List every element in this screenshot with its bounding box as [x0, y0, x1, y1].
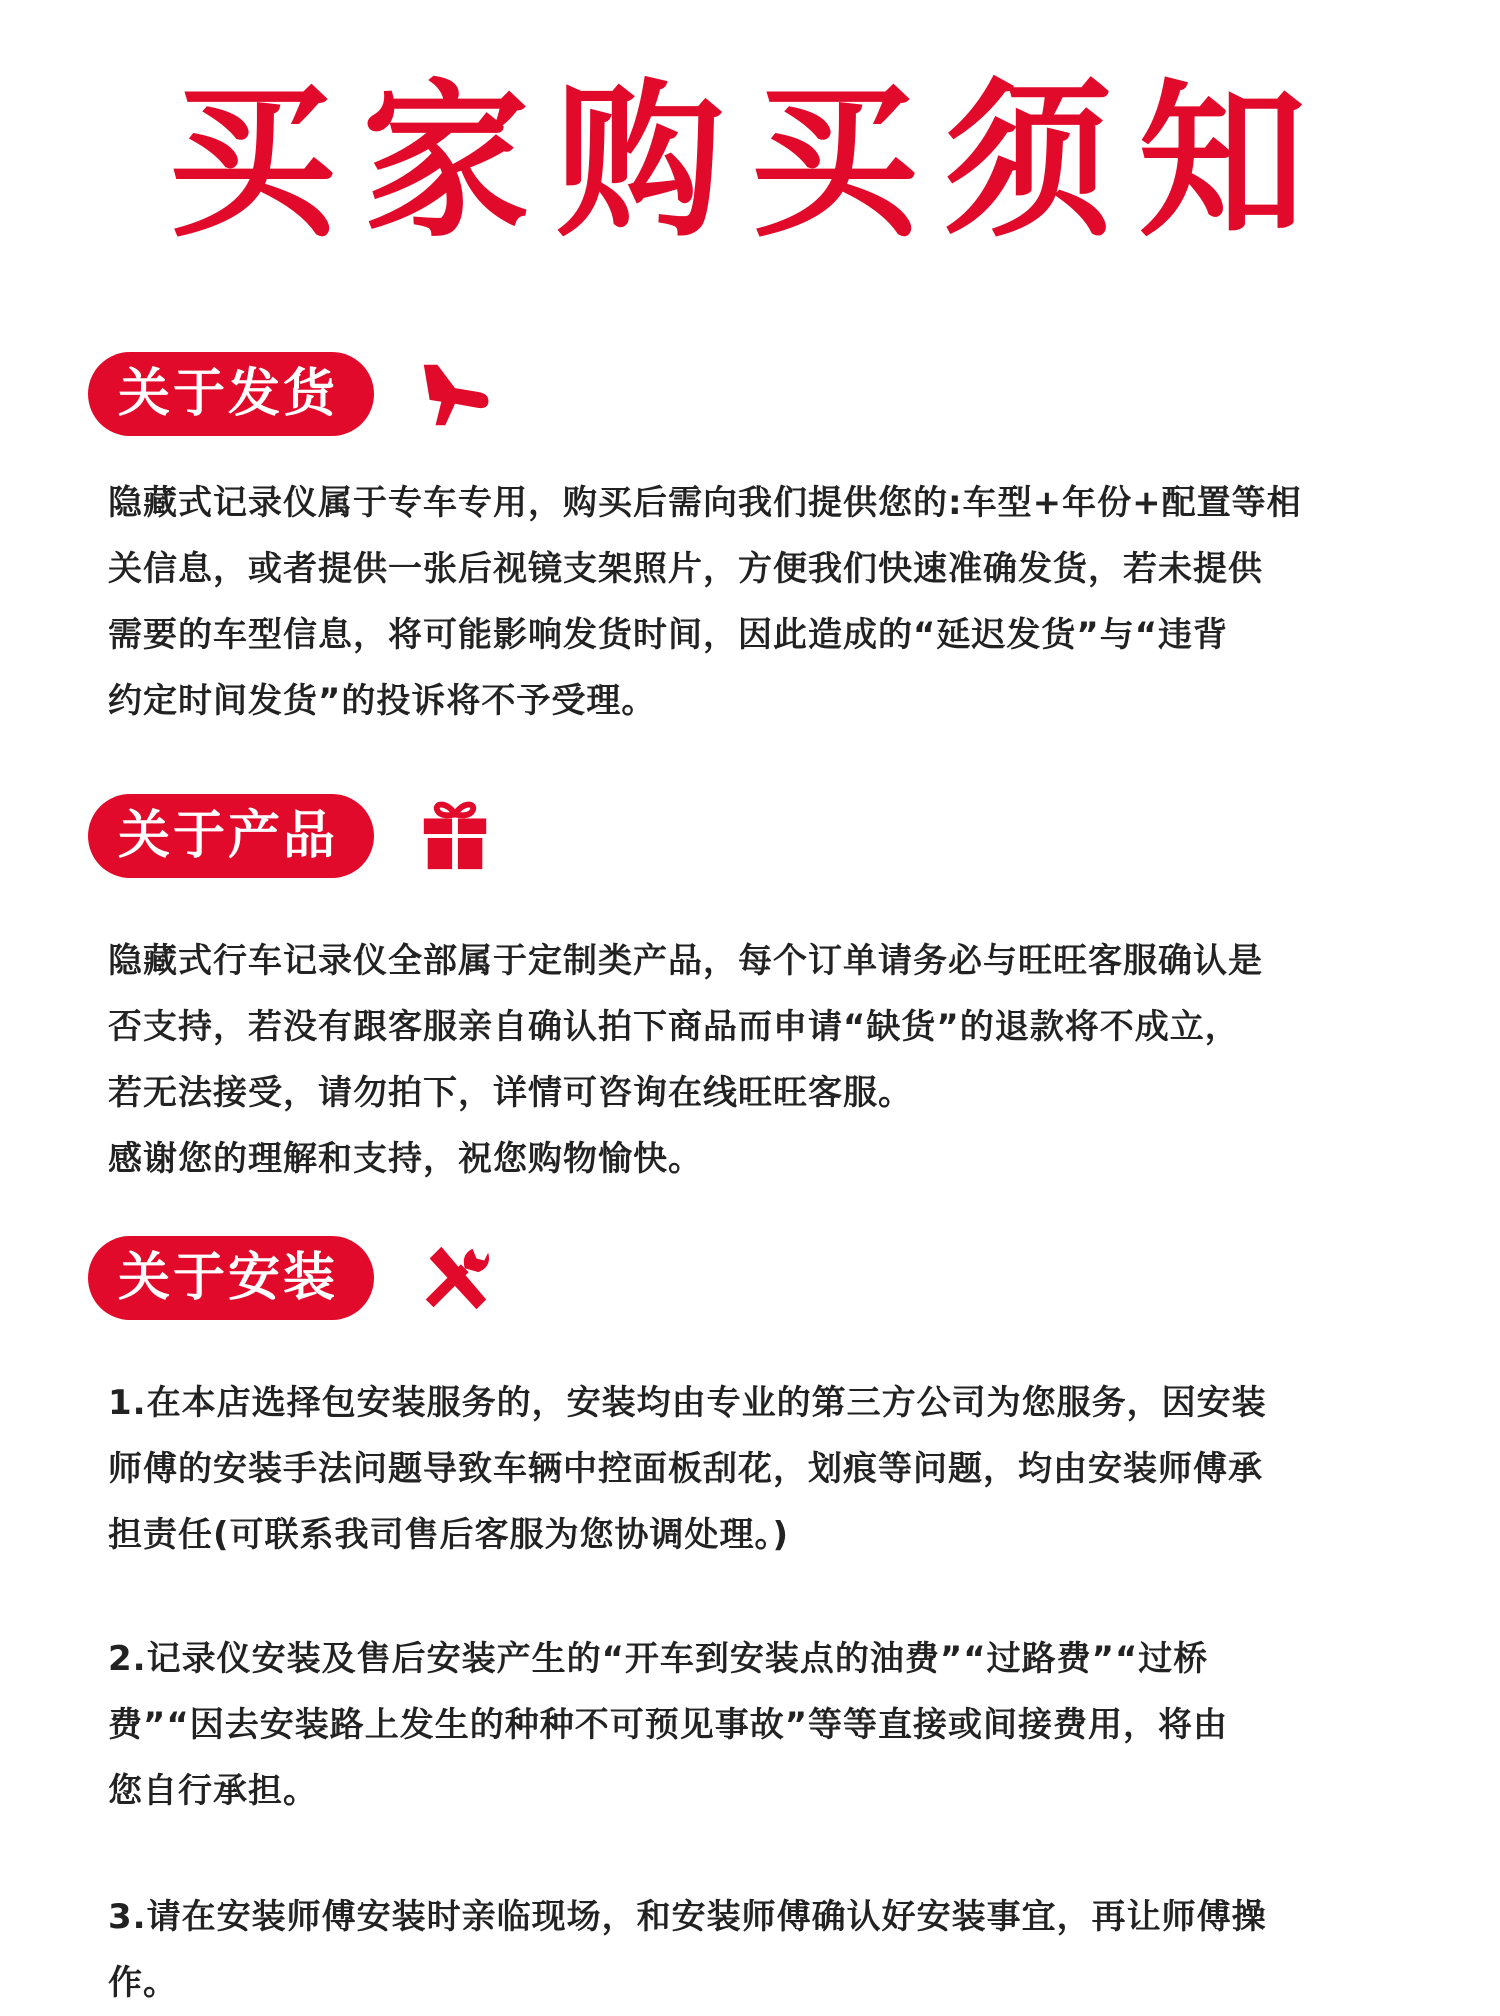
product-paragraph: 隐藏式行车记录仪全部属于定制类产品，每个订单请务必与旺旺客服确认是 否支持，若没有跟客服亲自确认拍下商品而申请“缺货”的退款将不成立， 若无法接受，请勿拍下，详情可咨询在线旺旺客服。 感谢您的理解和支持，祝您购物愉快。 [108, 941, 1263, 1179]
section-header-shipping [88, 352, 494, 436]
airplane-icon [416, 355, 494, 433]
installation-paragraph-3: 3.请在安装师傅安装时亲临现场，和安装师傅确认好安装事宜，再让师傅操 作。 [108, 1897, 1267, 2003]
installation-paragraph-2: 2.记录仪安装及售后安装产生的“开车到安装点的油费”“过路费”“过桥 费”“因去安装路上发生的种种不可预见事故”等等直接或间接费用，将由 您自行承担。 [108, 1639, 1229, 1811]
tools-icon [416, 1239, 494, 1317]
section-header-product [88, 794, 494, 878]
gift-icon [416, 797, 494, 875]
installation-paragraph-1: 1.在本店选择包安装服务的，安装均由专业的第三方公司为您服务，因安装 师傅的安装手法问题导致车辆中控面板刮花，划痕等问题，均由安装师傅承 担责任(可联系我司售后客服为您协调处理。) [108, 1383, 1267, 1555]
section-title-shipping: 关于发货 [88, 352, 374, 436]
section-title-installation: 关于安装 [88, 1236, 374, 1320]
section-title-product: 关于产品 [88, 794, 374, 878]
page-title: 买家购买须知 [168, 64, 1332, 260]
section-header-installation [88, 1236, 494, 1320]
shipping-paragraph: 隐藏式记录仪属于专车专用，购买后需向我们提供您的:车型+年份+配置等相 关信息，或者提供一张后视镜支架照片，方便我们快速准确发货，若未提供 需要的车型信息，将可能影响发货时间，因此造成的“延迟发货”与“违背 约定时间发货”的投诉将不予受理。 [108, 483, 1302, 721]
